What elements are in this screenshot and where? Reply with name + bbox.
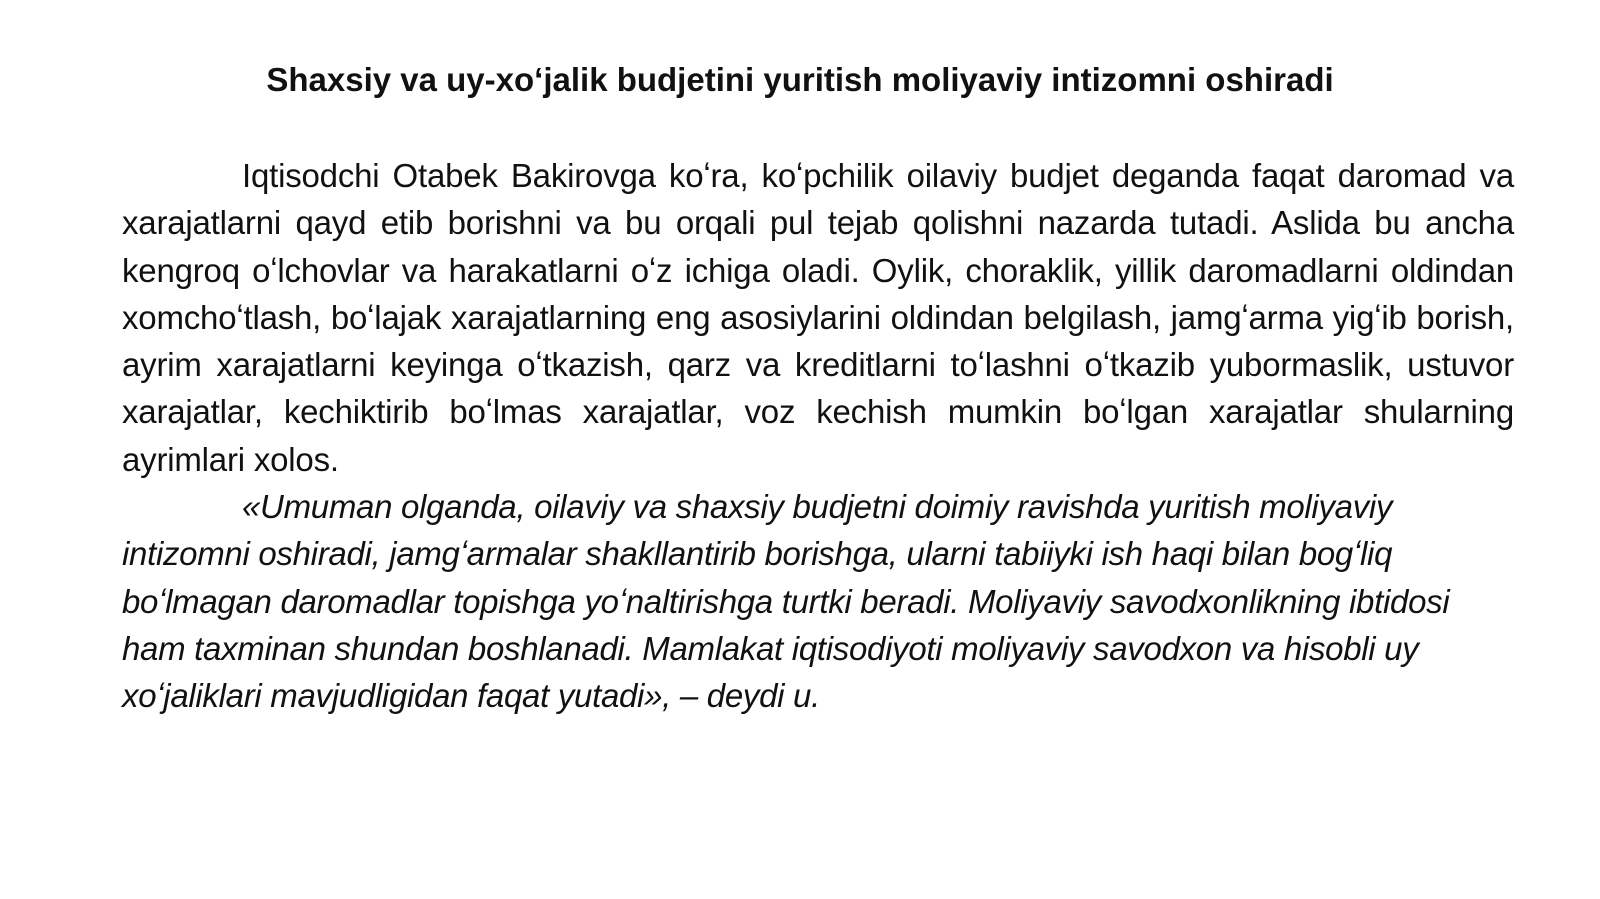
quote-paragraph: «Umuman olganda, oilaviy va shaxsiy budjetni doimiy ravishda yuritish moliyaviy intizomni oshiradi, jamgʻarmalar shakllantirib borishga, ularni tabiiyki ish haqi bilan bogʻliq boʻlmagan daromadlar topishga yoʻnaltirishga turtki beradi. Moliyaviy savodxonlikning ibtidosi ham taxminan shundan boshlanadi. Mamlakat iqtisodiyoti moliyaviy savodxon va hisobli uy xoʻjaliklari mavjudligidan faqat yutadi», – deydi u. — [122, 488, 1450, 715]
slide-body — [122, 152, 1514, 720]
main-paragraph: Iqtisodchi Otabek Bakirovga koʻra, koʻpchilik oilaviy budjet deganda faqat daromad va xarajatlarni qayd etib borishni va bu orqali pul tejab qolishni nazarda tutadi. Aslida bu ancha kengroq oʻlchovlar va harakatlarni oʻz ichiga oladi. Oylik, choraklik, yillik daromadlarni oldindan xomchoʻtlash, boʻlajak xarajatlarning eng asosiylarini oldindan belgilash, jamgʻarma yigʻib borish, ayrim xarajatlarni keyinga oʻtkazish, qarz va kreditlarni toʻlashni oʻtkazib yubormaslik, ustuvor xarajatlar, kechiktirib boʻlmas xarajatlar, voz kechish mumkin boʻlgan xarajatlar shularning ayrimlari xolos. — [122, 157, 1514, 478]
slide-title: Shaxsiy va uy-xoʻjalik budjetini yuritish moliyaviy intizomni oshiradi — [266, 61, 1334, 98]
